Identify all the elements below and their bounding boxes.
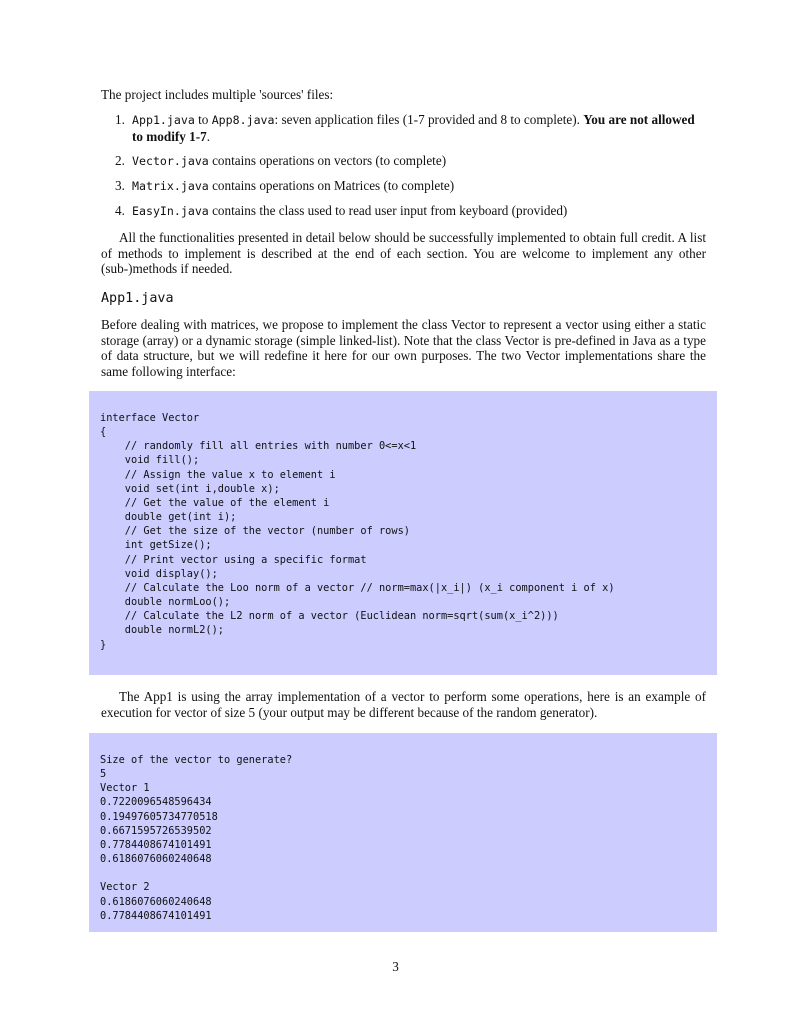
- vector-paragraph: Before dealing with matrices, we propose to implement the class Vector to represent a vector using either a static storage (array) or a dynamic storage (simple linked-list). Note that the class Vector is pre-defined in Java as a type of data structure, but we will redefine it here for our own purposes. The two Vector implementations share the same following interface:: [101, 317, 706, 379]
- file-name: Vector.java: [132, 154, 209, 168]
- output-code: Size of the vector to generate? 5 Vector 1 0.7220096548596434 0.19497605734770518 0.6671595726539502 0.7784408674101491 0.6186076060240648 Vector 2 0.6186076060240648 0.7784408674101491: [100, 754, 293, 922]
- list-text: contains operations on vectors (to complete): [208, 153, 447, 168]
- file-name: App8.java: [211, 113, 275, 127]
- page-number: 3: [392, 959, 399, 974]
- list-number: 4.: [115, 203, 125, 218]
- list-text: to: [194, 112, 212, 127]
- list-text: .: [206, 128, 211, 144]
- list-number: 2.: [115, 153, 125, 168]
- list-text: contains operations on Matrices (to complete): [208, 178, 455, 193]
- list-number: 1.: [115, 112, 125, 127]
- file-name: Matrix.java: [132, 179, 209, 193]
- section-heading: App1.java: [101, 291, 174, 306]
- list-item: [101, 112, 706, 153]
- file-list: [101, 112, 706, 220]
- list-item: [101, 178, 706, 203]
- list-text: contains the class used to read user input from keyboard (provided): [208, 203, 568, 218]
- functionality-paragraph: All the functionalities presented in detail below should be successfully implemented to obtain full credit. A list of methods to implement is described at the end of each section. You are welcome to implement any other (sub-)methods if needed.: [101, 230, 706, 277]
- interface-code-block: [89, 391, 717, 675]
- list-number: 3.: [115, 178, 125, 193]
- bold-notice: You are not allowed to modify 1-7: [132, 112, 695, 144]
- example-paragraph: The App1 is using the array implementation of a vector to perform some operations, here is an example of execution for vector of size 5 (your output may be different because of the random generator).: [101, 689, 706, 720]
- output-code-block: [89, 733, 717, 932]
- interface-code: interface Vector { // randomly fill all entries with number 0<=x<1 void fill(); // Assign the value x to element i void set(int i,double x); // Get the value of the element i double get(int i); // Get the size of the vector (number of rows) int getSize(); // Print vector using a specific format void display(); // Calculate the Loo norm of a vector // norm=max(|x_i|) (x_i component i of x) double normLoo(); // Calculate the L2 norm of a vector (Euclidean norm=sqrt(sum(x_i^2))) double normL2(); }: [100, 412, 615, 651]
- list-item: [101, 203, 706, 220]
- list-item: [101, 153, 706, 178]
- file-name: App1.java: [132, 113, 195, 127]
- file-name: EasyIn.java: [132, 204, 209, 218]
- list-text: : seven application files (1-7 provided and 8 to complete).: [274, 112, 584, 127]
- intro-text: The project includes multiple 'sources' files:: [101, 87, 334, 102]
